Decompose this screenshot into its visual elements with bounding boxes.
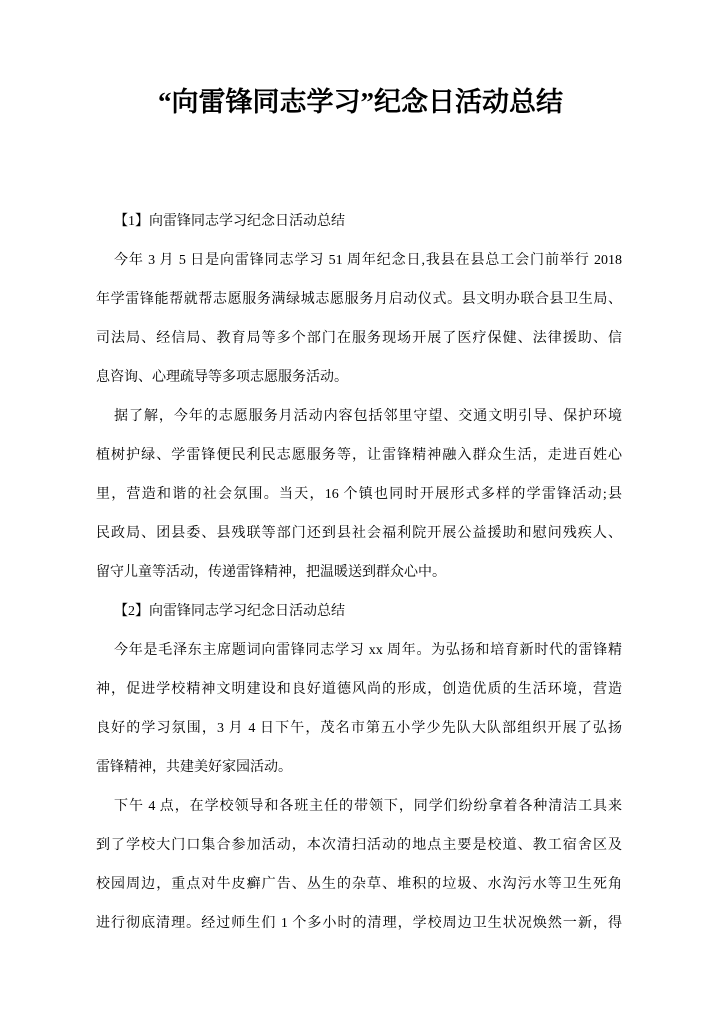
text-line: 据了解，今年的志愿服务月活动内容包括邻里守望、交通文明引导、保护环境: [114, 409, 622, 424]
paragraph: [96, 787, 622, 943]
document-body: [96, 202, 622, 943]
paragraph: [96, 397, 622, 592]
text-line: 息咨询、心理疏导等多项志愿服务活动。: [96, 370, 348, 385]
text-line: 雷锋精神，共建美好家园活动。: [96, 760, 292, 775]
text-line: 进行彻底清理。经过师生们 1 个多小时的清理，学校周边卫生状况焕然一新，得: [96, 916, 622, 931]
text-line: 【1】向雷锋同志学习纪念日活动总结: [114, 214, 345, 229]
paragraph: [96, 631, 622, 787]
text-line: 良好的学习氛围，3 月 4 日下午，茂名市第五小学少先队大队部组织开展了弘扬: [96, 721, 622, 736]
text-line: 到了学校大门口集合参加活动，本次清扫活动的地点主要是校道、教工宿舍区及: [96, 838, 622, 853]
paragraph: [96, 241, 622, 397]
text-line: 里，营造和谐的社会氛围。当天，16 个镇也同时开展形式多样的学雷锋活动;县: [96, 487, 622, 502]
text-line: 司法局、经信局、教育局等多个部门在服务现场开展了医疗保健、法律援助、信: [96, 331, 622, 346]
text-line: 植树护绿、学雷锋便民利民志愿服务等，让雷锋精神融入群众生活，走进百姓心: [96, 448, 622, 463]
text-line: 留守儿童等活动，传递雷锋精神，把温暖送到群众心中。: [96, 565, 446, 580]
section-heading: [96, 592, 622, 631]
text-line: 年学雷锋能帮就帮志愿服务满绿城志愿服务月启动仪式。县文明办联合县卫生局、: [96, 292, 622, 307]
text-line: 民政局、团县委、县残联等部门还到县社会福利院开展公益援助和慰问残疾人、: [96, 526, 622, 541]
text-line: 下午 4 点，在学校领导和各班主任的带领下，同学们纷纷拿着各种清洁工具来: [114, 799, 622, 814]
text-line: 【2】向雷锋同志学习纪念日活动总结: [114, 604, 345, 619]
document-title: “向雷锋同志学习”纪念日活动总结: [158, 87, 563, 117]
section-heading: [96, 202, 622, 241]
text-line: 今年 3 月 5 日是向雷锋同志学习 51 周年纪念日,我县在县总工会门前举行 2018: [114, 253, 622, 268]
text-line: 神，促进学校精神文明建设和良好道德风尚的形成，创造优质的生活环境，营造: [96, 682, 622, 697]
text-line: 今年是毛泽东主席题词向雷锋同志学习 xx 周年。为弘扬和培育新时代的雷锋精: [114, 643, 622, 658]
text-line: 校园周边，重点对牛皮癣广告、丛生的杂草、堆积的垃圾、水沟污水等卫生死角: [96, 877, 622, 892]
